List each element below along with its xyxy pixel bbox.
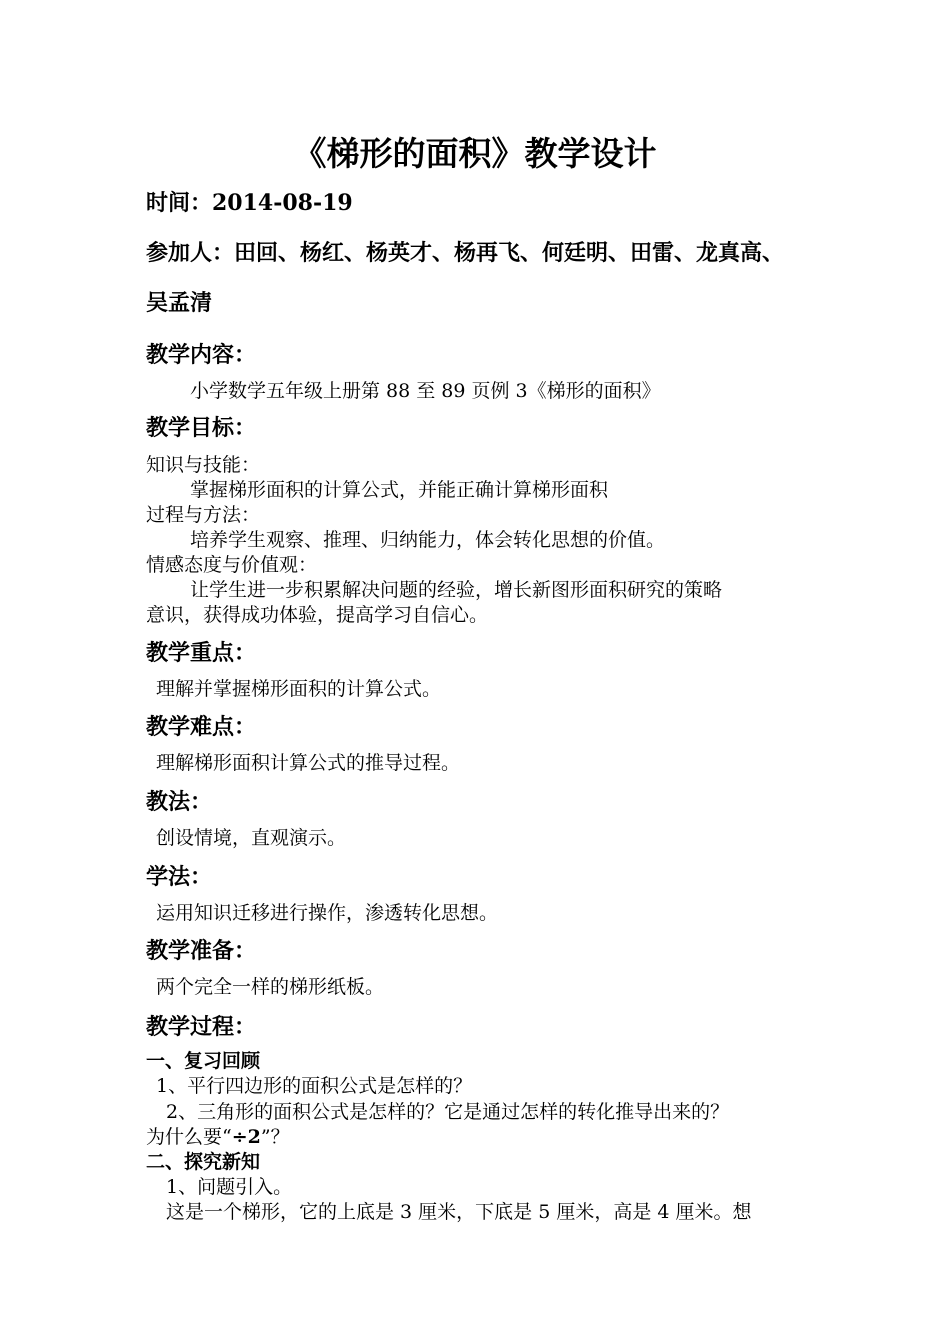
- part1-question-2-line-1: 2、三角形的面积公式是怎样的？它是通过怎样的转化推导出来的？: [166, 1101, 730, 1123]
- prep-heading: 教学准备：: [146, 938, 257, 964]
- difficulty-heading: 教学难点：: [146, 714, 257, 740]
- study-heading: 学法：: [146, 864, 213, 890]
- document-title: 《梯形的面积》教学设计: [293, 134, 657, 173]
- participants-line-1: 参加人：田回、杨红、杨英才、杨再飞、何廷明、田雷、龙真高、: [146, 240, 785, 266]
- study-text: 运用知识迁移进行操作，渗透转化思想。: [156, 902, 499, 924]
- participants-line-2: 吴孟清: [146, 290, 213, 316]
- key-text: 理解并掌握梯形面积的计算公式。: [156, 678, 442, 700]
- key-heading: 教学重点：: [146, 640, 257, 666]
- q2-divide-two: ÷2: [231, 1126, 261, 1148]
- goal-knowledge-label: 知识与技能：: [146, 454, 261, 476]
- goal-process-text: 培养学生观察、推理、归纳能力，体会转化思想的价值。: [190, 529, 666, 551]
- part2-heading: 二、探究新知: [146, 1151, 261, 1173]
- goal-knowledge-text: 掌握梯形面积的计算公式，并能正确计算梯形面积: [190, 479, 609, 501]
- content-heading: 教学内容：: [146, 342, 257, 368]
- time-line: 时间：2014-08-19: [146, 190, 353, 216]
- goal-emotion-label: 情感态度与价值观：: [146, 554, 318, 576]
- goal-emotion-text-line-1: 让学生进一步积累解决问题的经验，增长新图形面积研究的策略: [190, 579, 723, 601]
- part1-heading: 一、复习回顾: [146, 1050, 261, 1072]
- goal-emotion-text-line-2: 意识，获得成功体验，提高学习自信心。: [146, 604, 489, 626]
- part1-question-2-line-2: [146, 1122, 290, 1149]
- difficulty-text: 理解梯形面积计算公式的推导过程。: [156, 752, 461, 774]
- q2-pre: 为什么要“: [146, 1126, 232, 1148]
- goals-heading: 教学目标：: [146, 415, 257, 441]
- method-heading: 教法：: [146, 789, 213, 815]
- prep-text: 两个完全一样的梯形纸板。: [156, 976, 385, 998]
- part2-item-1: 1、问题引入。: [166, 1176, 293, 1198]
- process-heading: 教学过程：: [146, 1014, 257, 1040]
- method-text: 创设情境，直观演示。: [156, 827, 347, 849]
- content-text: 小学数学五年级上册第 88 至 89 页例 3《梯形的面积》: [190, 380, 661, 402]
- part1-question-1: 1、平行四边形的面积公式是怎样的？: [156, 1075, 473, 1097]
- q2-post: ”？: [260, 1126, 290, 1148]
- part2-text: 这是一个梯形，它的上底是 3 厘米，下底是 5 厘米，高是 4 厘米。想: [166, 1201, 752, 1223]
- goal-process-label: 过程与方法：: [146, 504, 261, 526]
